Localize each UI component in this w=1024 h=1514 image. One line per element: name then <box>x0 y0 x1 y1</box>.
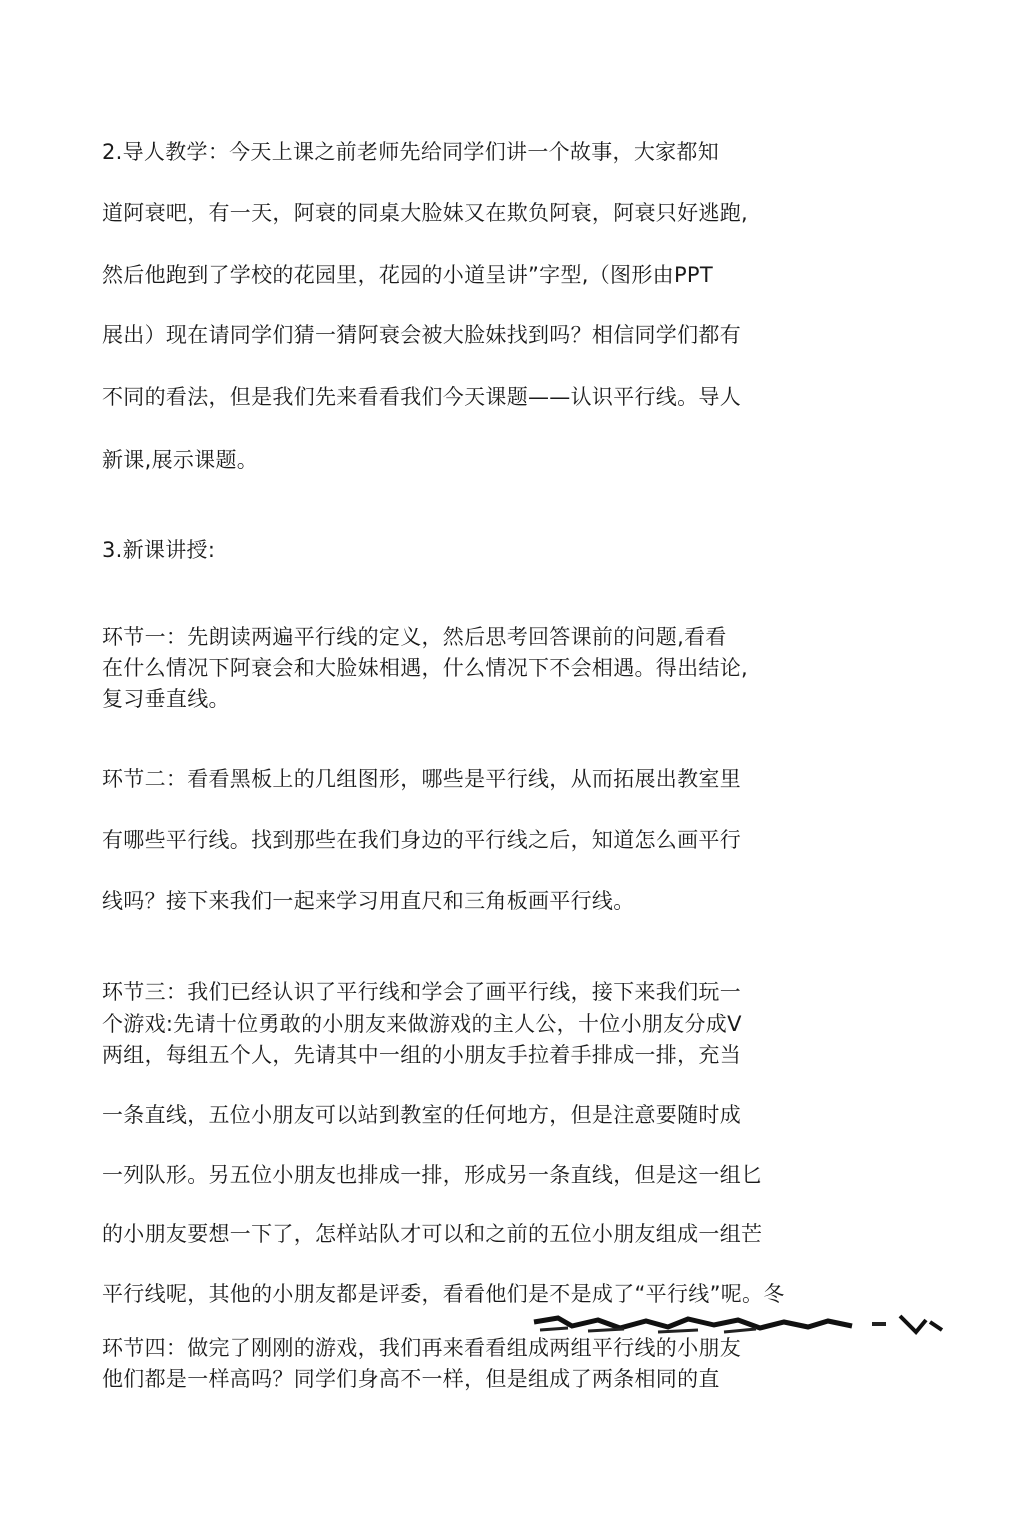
text-line: 两组，每组五个人，先请其中一组的小朋友手拉着手排成一排，充当 <box>102 1043 741 1067</box>
text-line: 有哪些平行线。找到那些在我们身边的平行线之后，知道怎么画平行 <box>102 828 741 852</box>
text-line: 环节三：我们已经认识了平行线和学会了画平行线，接下来我们玩一 <box>102 980 741 1004</box>
text-line: 新课,展示课题。 <box>102 448 259 472</box>
text-line: 一列队形。另五位小朋友也排成一排，形成另一条直线，但是这一组匕 <box>102 1163 763 1187</box>
text-line: 环节一：先朗读两遍平行线的定义，然后思考回答课前的问题,看看 <box>102 625 727 649</box>
text-line: 复习垂直线。 <box>102 687 230 711</box>
text-line: 2.导人教学：今天上课之前老师先给同学们讲一个故事，大家都知 <box>102 140 720 164</box>
text-line: 然后他跑到了学校的花园里，花园的小道呈讲”字型,（图形由PPT <box>102 263 714 287</box>
section-heading: 3.新课讲授: <box>102 538 216 562</box>
text-line: 的小朋友要想一下了，怎样站队才可以和之前的五位小朋友组成一组芒 <box>102 1222 763 1246</box>
text-line: 道阿衰吧，有一天，阿衰的同桌大脸妹又在欺负阿衰，阿衰只好逃跑, <box>102 201 748 225</box>
text-line: 平行线呢，其他的小朋友都是评委，看看他们是不是成了“平行线”呢。冬 <box>102 1282 785 1306</box>
text-line: 不同的看法，但是我们先来看看我们今天课题——认识平行线。导人 <box>102 385 741 409</box>
scan-artifact <box>528 1312 944 1336</box>
text-line: 一条直线，五位小朋友可以站到教室的任何地方，但是注意要随时成 <box>102 1103 741 1127</box>
text-line: 线吗？接下来我们一起来学习用直尺和三角板画平行线。 <box>102 889 635 913</box>
text-line: 在什么情况下阿衰会和大脸妹相遇，什么情况下不会相遇。得出结论, <box>102 656 748 680</box>
text-line: 环节二：看看黑板上的几组图形，哪些是平行线，从而拓展出教室里 <box>102 767 741 791</box>
text-line: 展出）现在请同学们猜一猜阿衰会被大脸妹找到吗？相信同学们都有 <box>102 323 741 347</box>
text-line: 个游戏:先请十位勇敢的小朋友来做游戏的主人公，十位小朋友分成V <box>102 1012 742 1036</box>
text-line: 他们都是一样高吗？同学们身高不一样，但是组成了两条相同的直 <box>102 1367 720 1391</box>
text-line: 环节四：做完了刚刚的游戏，我们再来看看组成两组平行线的小朋友 <box>102 1336 741 1360</box>
